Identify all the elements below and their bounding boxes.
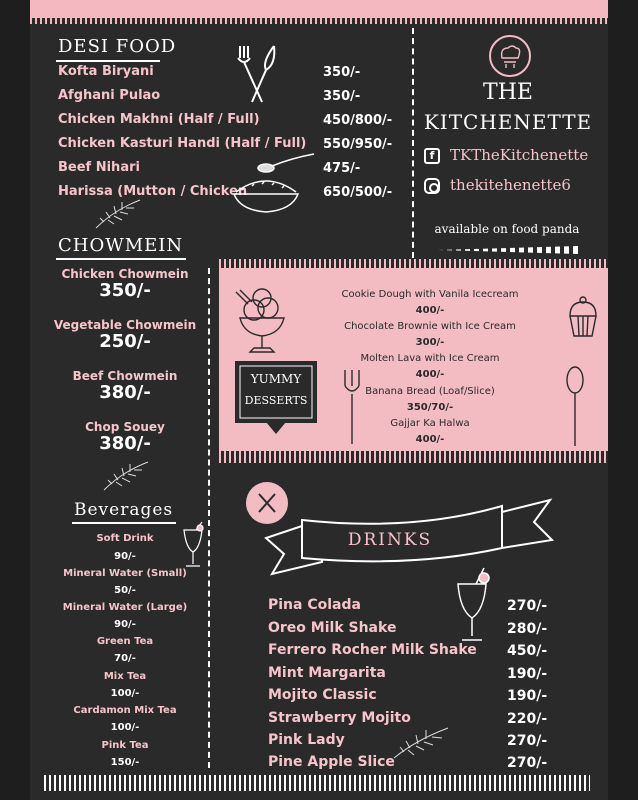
drink-item-name: Pine Apple Slice	[268, 754, 395, 770]
beverage-item-name: Mineral Water (Small)	[63, 568, 187, 579]
dessert-item-price: 400/-	[415, 434, 445, 445]
rice-bowl-icon	[232, 150, 322, 216]
desi-item-price: 350/-	[323, 89, 361, 104]
chowmein-item-name: Vegetable Chowmein	[53, 318, 197, 332]
chef-logo-icon	[488, 34, 532, 78]
feather-icon	[102, 460, 150, 492]
beverage-item-name: Mineral Water (Large)	[62, 602, 188, 613]
chowmein-title: CHOWMEIN	[58, 235, 184, 256]
facebook-handle[interactable]: TKTheKitchenette	[450, 146, 589, 164]
dessert-item-price: 350/70/-	[406, 402, 454, 413]
desi-item-price: 350/-	[323, 65, 361, 80]
dessert-item-name: Chocolate Brownie with Ice Cream	[344, 321, 516, 332]
instagram-handle[interactable]: thekitehenette6	[450, 176, 571, 194]
beverage-item-price: 100/-	[110, 688, 140, 699]
facebook-icon[interactable]: f	[424, 148, 440, 164]
drink-item-price: 270/-	[507, 755, 548, 771]
chowmein-underline	[56, 258, 186, 260]
desserts-title-line2: DESSERTS	[244, 394, 308, 407]
cupcake-icon	[566, 296, 600, 338]
chowmein-item-name: Beef Chowmein	[72, 369, 178, 383]
dessert-item-price: 400/-	[415, 369, 445, 380]
instagram-icon[interactable]	[424, 178, 440, 194]
desi-food-underline	[56, 60, 160, 62]
desi-item-price: 450/800/-	[323, 113, 393, 128]
beverage-item-price: 50/-	[114, 585, 136, 596]
desi-item-price: 650/500/-	[323, 185, 393, 200]
beverage-item-price: 70/-	[114, 653, 136, 664]
divider-vertical	[208, 268, 210, 768]
ice-cream-sundae-icon	[234, 286, 290, 358]
brand-name-line2: KITCHENETTE	[423, 110, 593, 134]
drink-item-price: 190/-	[507, 688, 548, 704]
drink-item-name: Ferrero Rocher Milk Shake	[268, 642, 477, 658]
desi-item-name: Chicken Makhni (Half / Full)	[58, 112, 260, 127]
beverage-item-price: 150/-	[110, 757, 140, 768]
beverages-title: Beverages	[74, 500, 174, 520]
chowmein-item-price: 350/-	[99, 280, 151, 301]
feather-icon	[94, 198, 142, 230]
drink-item-name: Mojito Classic	[268, 687, 377, 703]
desi-item-name: Afghani Pulao	[58, 88, 161, 103]
top-pink-border	[30, 0, 608, 18]
drink-item-name: Oreo Milk Shake	[268, 620, 397, 636]
chowmein-item-price: 250/-	[99, 331, 151, 352]
drink-item-name: Pina Colada	[268, 597, 361, 613]
beverage-item-price: 90/-	[114, 551, 136, 562]
dessert-item-name: Banana Bread (Loaf/Slice)	[365, 386, 495, 397]
beverage-item-name: Mix Tea	[103, 671, 147, 682]
beverage-item-name: Green Tea	[96, 636, 154, 647]
dessert-item-name: Gajjar Ka Halwa	[390, 418, 470, 429]
bottom-white-border	[44, 775, 590, 791]
divider-vertical	[412, 28, 414, 258]
drink-item-name: Strawberry Mojito	[268, 710, 411, 726]
drink-item-price: 450/-	[507, 643, 548, 659]
beverage-item-price: 90/-	[114, 619, 136, 630]
drink-item-price: 280/-	[507, 621, 548, 637]
drinks-title: DRINKS	[347, 530, 433, 550]
drink-item-price: 270/-	[507, 598, 548, 614]
chowmein-item-name: Chop Souey	[85, 420, 165, 434]
desi-item-name: Harissa (Mutton / Chicken	[58, 184, 248, 199]
cocktail-glass-icon	[452, 566, 492, 646]
desi-food-title: DESI FOOD	[58, 36, 177, 57]
chowmein-item-price: 380/-	[99, 433, 151, 454]
drink-item-price: 220/-	[507, 711, 548, 727]
brand-name-line1: THE	[483, 80, 533, 105]
dessert-item-name: Molten Lava with Ice Cream	[360, 353, 500, 364]
desi-item-name: Chicken Kasturi Handi (Half / Full)	[58, 136, 307, 151]
chowmein-item-name: Chicken Chowmein	[61, 267, 189, 281]
drink-item-price: 270/-	[507, 733, 548, 749]
drink-item-name: Pink Lady	[268, 732, 345, 748]
beverage-item-name: Pink Tea	[101, 740, 149, 751]
drink-item-name: Mint Margarita	[268, 665, 386, 681]
drink-item-price: 190/-	[507, 666, 548, 682]
desi-item-name: Kofta Biryani	[58, 64, 154, 79]
feather-icon	[392, 726, 450, 760]
dessert-item-name: Cookie Dough with Vanila Icecream	[341, 289, 519, 300]
beverage-item-name: Cardamon Mix Tea	[73, 705, 177, 716]
food-panda-availability: available on food panda	[434, 222, 580, 236]
dessert-item-price: 300/-	[415, 337, 445, 348]
desi-item-name: Beef Nihari	[58, 160, 140, 175]
dessert-item-price: 400/-	[415, 305, 445, 316]
beverage-item-price: 100/-	[110, 722, 140, 733]
desi-item-price: 550/950/-	[323, 137, 393, 152]
desi-item-price: 475/-	[323, 161, 361, 176]
fork-knife-icon	[232, 44, 282, 106]
beverages-underline	[72, 522, 176, 524]
spoon-icon	[564, 366, 586, 450]
desserts-title-line1: YUMMY	[250, 372, 302, 386]
chowmein-item-price: 380/-	[99, 382, 151, 403]
beverage-item-name: Soft Drink	[96, 533, 154, 544]
